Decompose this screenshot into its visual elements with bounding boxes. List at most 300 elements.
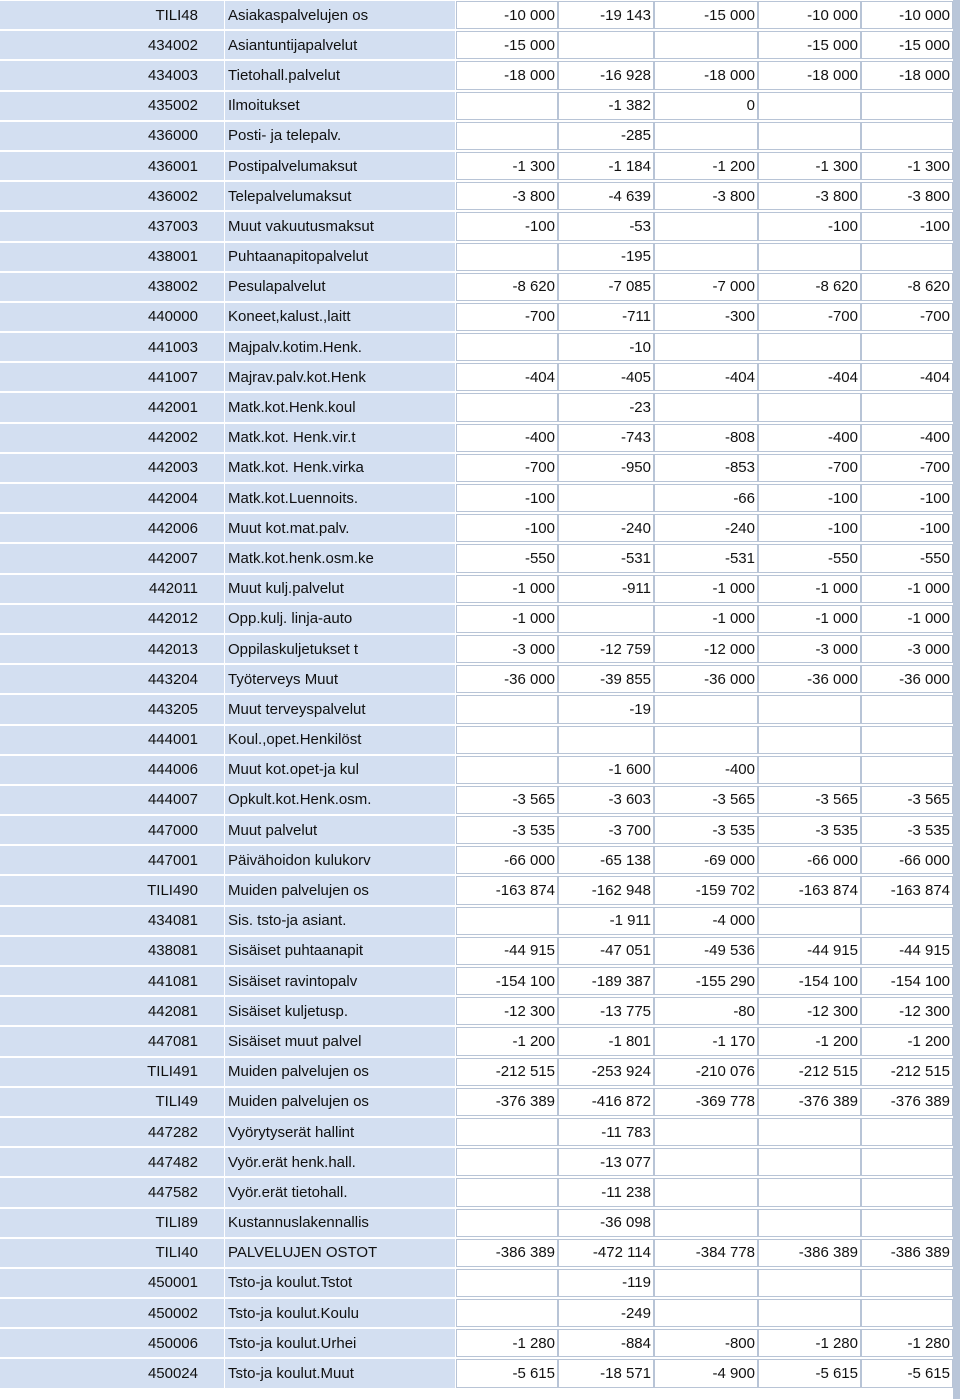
value-cell-col-1 [456, 122, 558, 150]
value-cell-col-1: -1 200 [456, 1027, 558, 1055]
account-code-cell: 444006 [0, 756, 224, 784]
table-row [0, 1268, 960, 1298]
account-name-cell: PALVELUJEN OSTOT [224, 1239, 455, 1267]
account-code-cell: 434081 [0, 907, 224, 935]
table-row [0, 634, 960, 664]
table-row [0, 60, 960, 90]
table-row [0, 1087, 960, 1117]
table-row [0, 996, 960, 1026]
value-cell-col-4: -1 200 [758, 1027, 861, 1055]
account-code-cell: 447081 [0, 1027, 224, 1055]
table-row [0, 30, 960, 60]
value-cell-col-5: -3 535 [861, 816, 953, 844]
value-cell-col-1 [456, 1118, 558, 1146]
value-cell-col-3: -4 000 [654, 907, 758, 935]
value-cell-col-2: -11 238 [558, 1178, 654, 1206]
value-cell-col-2: -13 077 [558, 1148, 654, 1176]
value-cell-col-5: -3 000 [861, 635, 953, 663]
account-code-cell: TILI49 [0, 1088, 224, 1116]
value-cell-col-4: -386 389 [758, 1239, 861, 1267]
value-cell-col-4: -163 874 [758, 876, 861, 904]
account-code-cell: 440000 [0, 303, 224, 331]
value-cell-col-5 [861, 1178, 953, 1206]
value-cell-col-2: -7 085 [558, 273, 654, 301]
value-cell-col-4: -3 800 [758, 182, 861, 210]
value-cell-col-1 [456, 1299, 558, 1327]
account-code-cell: 442007 [0, 544, 224, 572]
value-cell-col-3 [654, 1148, 758, 1176]
value-cell-col-3: 0 [654, 92, 758, 120]
value-cell-col-1 [456, 1178, 558, 1206]
value-cell-col-1: -15 000 [456, 31, 558, 59]
account-code-cell: 438002 [0, 273, 224, 301]
value-cell-col-5: -5 615 [861, 1359, 953, 1387]
table-row [0, 1147, 960, 1177]
account-code-cell: 443204 [0, 665, 224, 693]
value-cell-col-3: -18 000 [654, 61, 758, 89]
value-cell-col-1: -1 280 [456, 1329, 558, 1357]
account-name-cell: Opp.kulj. linja-auto [224, 605, 455, 633]
value-cell-col-4: -1 300 [758, 152, 861, 180]
value-cell-col-2: -53 [558, 212, 654, 240]
table-row [0, 725, 960, 755]
value-cell-col-2: -119 [558, 1269, 654, 1297]
value-cell-col-2: -1 382 [558, 92, 654, 120]
account-code-cell: TILI89 [0, 1209, 224, 1237]
table-row [0, 483, 960, 513]
account-name-cell: Työterveys Muut [224, 665, 455, 693]
value-cell-col-1: -10 000 [456, 1, 558, 29]
value-cell-col-2: -911 [558, 575, 654, 603]
account-code-cell: TILI40 [0, 1239, 224, 1267]
account-name-cell: Muiden palvelujen os [224, 876, 455, 904]
value-cell-col-3: -66 [654, 484, 758, 512]
table-row [0, 181, 960, 211]
value-cell-col-2: -1 801 [558, 1027, 654, 1055]
value-cell-col-1 [456, 1269, 558, 1297]
value-cell-col-2: -1 600 [558, 756, 654, 784]
table-row [0, 362, 960, 392]
value-cell-col-3 [654, 1118, 758, 1146]
value-cell-col-1: -212 515 [456, 1058, 558, 1086]
account-code-cell: 447000 [0, 816, 224, 844]
account-name-cell: Majpalv.kotim.Henk. [224, 333, 455, 361]
value-cell-col-4 [758, 756, 861, 784]
value-cell-col-1: -12 300 [456, 997, 558, 1025]
value-cell-col-2 [558, 726, 654, 754]
value-cell-col-4 [758, 393, 861, 421]
value-cell-col-2: -23 [558, 393, 654, 421]
value-cell-col-3: -531 [654, 544, 758, 572]
value-cell-col-2: -1 184 [558, 152, 654, 180]
value-cell-col-2: -12 759 [558, 635, 654, 663]
value-cell-col-1: -386 389 [456, 1239, 558, 1267]
value-cell-col-3: -808 [654, 424, 758, 452]
account-name-cell: Postipalvelumaksut [224, 152, 455, 180]
value-cell-col-5: -15 000 [861, 31, 953, 59]
value-cell-col-4 [758, 907, 861, 935]
value-cell-col-2: -285 [558, 122, 654, 150]
value-cell-col-5 [861, 695, 953, 723]
value-cell-col-4: -1 000 [758, 575, 861, 603]
account-code-cell: 434003 [0, 61, 224, 89]
account-name-cell: Koul.,opet.Henkilöst [224, 726, 455, 754]
table-row [0, 815, 960, 845]
value-cell-col-1: -100 [456, 484, 558, 512]
value-cell-col-5: -550 [861, 544, 953, 572]
value-cell-col-5: -44 915 [861, 937, 953, 965]
value-cell-col-4: -700 [758, 303, 861, 331]
account-name-cell: Tsto-ja koulut.Koulu [224, 1299, 455, 1327]
value-cell-col-1: -700 [456, 454, 558, 482]
value-cell-col-3 [654, 695, 758, 723]
value-cell-col-4: -3 565 [758, 786, 861, 814]
account-name-cell: Matk.kot.Luennoits. [224, 484, 455, 512]
value-cell-col-2: -195 [558, 243, 654, 271]
account-code-cell: 442003 [0, 454, 224, 482]
account-name-cell: Telepalvelumaksut [224, 182, 455, 210]
value-cell-col-5: -1 200 [861, 1027, 953, 1055]
table-row [0, 1057, 960, 1087]
value-cell-col-2: -18 571 [558, 1359, 654, 1387]
value-cell-col-4: -400 [758, 424, 861, 452]
value-cell-col-2: -65 138 [558, 846, 654, 874]
table-row [0, 1117, 960, 1147]
value-cell-col-3 [654, 333, 758, 361]
value-cell-col-5: -404 [861, 363, 953, 391]
value-cell-col-2: -19 [558, 695, 654, 723]
value-cell-col-5 [861, 1118, 953, 1146]
value-cell-col-3 [654, 1299, 758, 1327]
value-cell-col-5: -3 800 [861, 182, 953, 210]
value-cell-col-3: -7 000 [654, 273, 758, 301]
value-cell-col-4: -700 [758, 454, 861, 482]
value-cell-col-2: -743 [558, 424, 654, 452]
value-cell-col-3: -36 000 [654, 665, 758, 693]
table-row [0, 121, 960, 151]
account-name-cell: Muut terveyspalvelut [224, 695, 455, 723]
value-cell-col-5 [861, 122, 953, 150]
value-cell-col-1: -36 000 [456, 665, 558, 693]
value-cell-col-4: -66 000 [758, 846, 861, 874]
value-cell-col-4 [758, 1269, 861, 1297]
account-code-cell: 442002 [0, 424, 224, 452]
value-cell-col-3 [654, 1178, 758, 1206]
value-cell-col-2 [558, 484, 654, 512]
value-cell-col-1 [456, 756, 558, 784]
value-cell-col-5 [861, 333, 953, 361]
value-cell-col-5 [861, 1209, 953, 1237]
value-cell-col-1 [456, 393, 558, 421]
value-cell-col-1: -5 615 [456, 1359, 558, 1387]
account-name-cell: Pesulapalvelut [224, 273, 455, 301]
account-name-cell: Vyörytyserät hallint [224, 1118, 455, 1146]
table-row [0, 1026, 960, 1056]
value-cell-col-3 [654, 393, 758, 421]
value-cell-col-4: -18 000 [758, 61, 861, 89]
account-name-cell: Muut kulj.palvelut [224, 575, 455, 603]
value-cell-col-1: -1 000 [456, 605, 558, 633]
value-cell-col-3: -240 [654, 514, 758, 542]
value-cell-col-4: -550 [758, 544, 861, 572]
account-code-cell: 450002 [0, 1299, 224, 1327]
value-cell-col-2: -472 114 [558, 1239, 654, 1267]
value-cell-col-1: -3 565 [456, 786, 558, 814]
account-code-cell: 435002 [0, 92, 224, 120]
account-name-cell: Sisäiset ravintopalv [224, 967, 455, 995]
value-cell-col-2 [558, 605, 654, 633]
account-name-cell: Muiden palvelujen os [224, 1088, 455, 1116]
table-row [0, 785, 960, 815]
value-cell-col-1: -404 [456, 363, 558, 391]
value-cell-col-4 [758, 1148, 861, 1176]
value-cell-col-3 [654, 212, 758, 240]
account-code-cell: 442004 [0, 484, 224, 512]
account-name-cell: Tsto-ja koulut.Tstot [224, 1269, 455, 1297]
account-code-cell: 442006 [0, 514, 224, 542]
value-cell-col-4 [758, 1118, 861, 1146]
value-cell-col-4 [758, 122, 861, 150]
value-cell-col-5: -386 389 [861, 1239, 953, 1267]
account-name-cell: Matk.kot. Henk.vir.t [224, 424, 455, 452]
value-cell-col-1 [456, 333, 558, 361]
value-cell-col-3: -1 170 [654, 1027, 758, 1055]
value-cell-col-1 [456, 1209, 558, 1237]
account-name-cell: Vyör.erät tietohall. [224, 1178, 455, 1206]
value-cell-col-1: -700 [456, 303, 558, 331]
value-cell-col-2: -39 855 [558, 665, 654, 693]
value-cell-col-2: -240 [558, 514, 654, 542]
value-cell-col-3: -404 [654, 363, 758, 391]
table-row [0, 906, 960, 936]
value-cell-col-2: -711 [558, 303, 654, 331]
account-name-cell: Posti- ja telepalv. [224, 122, 455, 150]
value-cell-col-1 [456, 726, 558, 754]
value-cell-col-3: -159 702 [654, 876, 758, 904]
value-cell-col-5 [861, 756, 953, 784]
account-name-cell: Matk.kot. Henk.virka [224, 454, 455, 482]
value-cell-col-3: -80 [654, 997, 758, 1025]
account-name-cell: Puhtaanapitopalvelut [224, 243, 455, 271]
value-cell-col-4: -12 300 [758, 997, 861, 1025]
value-cell-col-4 [758, 695, 861, 723]
table-row [0, 966, 960, 996]
value-cell-col-2: -10 [558, 333, 654, 361]
value-cell-col-1 [456, 243, 558, 271]
table-row [0, 845, 960, 875]
value-cell-col-4: -404 [758, 363, 861, 391]
account-code-cell: 450006 [0, 1329, 224, 1357]
value-cell-col-1: -100 [456, 514, 558, 542]
value-cell-col-3: -800 [654, 1329, 758, 1357]
account-name-cell: Sisäiset muut palvel [224, 1027, 455, 1055]
value-cell-col-3: -15 000 [654, 1, 758, 29]
value-cell-col-1: -376 389 [456, 1088, 558, 1116]
account-code-cell: 437003 [0, 212, 224, 240]
account-name-cell: Majrav.palv.kot.Henk [224, 363, 455, 391]
value-cell-col-4: -1 000 [758, 605, 861, 633]
value-cell-col-2: -531 [558, 544, 654, 572]
value-cell-col-3: -12 000 [654, 635, 758, 663]
value-cell-col-2: -13 775 [558, 997, 654, 1025]
account-name-cell: Tsto-ja koulut.Muut [224, 1359, 455, 1387]
value-cell-col-5: -36 000 [861, 665, 953, 693]
value-cell-col-4 [758, 726, 861, 754]
table-row [0, 453, 960, 483]
value-cell-col-5: -100 [861, 514, 953, 542]
value-cell-col-3: -3 565 [654, 786, 758, 814]
value-cell-col-3: -853 [654, 454, 758, 482]
account-name-cell: Matk.kot.Henk.koul [224, 393, 455, 421]
value-cell-col-2: -884 [558, 1329, 654, 1357]
table-row [0, 423, 960, 453]
value-cell-col-3: -1 000 [654, 605, 758, 633]
value-cell-col-4: -3 535 [758, 816, 861, 844]
value-cell-col-3: -210 076 [654, 1058, 758, 1086]
value-cell-col-5 [861, 243, 953, 271]
value-cell-col-5: -700 [861, 303, 953, 331]
value-cell-col-4 [758, 1178, 861, 1206]
account-code-cell: 444007 [0, 786, 224, 814]
value-cell-col-1: -1 000 [456, 575, 558, 603]
value-cell-col-4 [758, 1209, 861, 1237]
value-cell-col-2: -162 948 [558, 876, 654, 904]
value-cell-col-5 [861, 1269, 953, 1297]
value-cell-col-3 [654, 122, 758, 150]
table-row [0, 664, 960, 694]
account-code-cell: 447482 [0, 1148, 224, 1176]
account-code-cell: 434002 [0, 31, 224, 59]
value-cell-col-3: -1 000 [654, 575, 758, 603]
value-cell-col-5 [861, 1148, 953, 1176]
account-name-cell: Opkult.kot.Henk.osm. [224, 786, 455, 814]
value-cell-col-1: -3 000 [456, 635, 558, 663]
table-row [0, 211, 960, 241]
value-cell-col-1: -3 535 [456, 816, 558, 844]
table-row [0, 91, 960, 121]
value-cell-col-5: -66 000 [861, 846, 953, 874]
value-cell-col-2: -11 783 [558, 1118, 654, 1146]
value-cell-col-1 [456, 92, 558, 120]
value-cell-col-4: -15 000 [758, 31, 861, 59]
account-code-cell: 442012 [0, 605, 224, 633]
account-code-cell: 442013 [0, 635, 224, 663]
account-code-cell: 441007 [0, 363, 224, 391]
account-code-cell: 438081 [0, 937, 224, 965]
value-cell-col-4 [758, 333, 861, 361]
account-name-cell: Sisäiset kuljetusp. [224, 997, 455, 1025]
value-cell-col-4: -44 915 [758, 937, 861, 965]
value-cell-col-3: -369 778 [654, 1088, 758, 1116]
value-cell-col-3: -69 000 [654, 846, 758, 874]
value-cell-col-4: -1 280 [758, 1329, 861, 1357]
table-row [0, 272, 960, 302]
value-cell-col-3: -49 536 [654, 937, 758, 965]
account-code-cell: 443205 [0, 695, 224, 723]
value-cell-col-3: -3 535 [654, 816, 758, 844]
table-row [0, 151, 960, 181]
table-row [0, 1208, 960, 1238]
account-code-cell: TILI490 [0, 876, 224, 904]
table-row [0, 1177, 960, 1207]
value-cell-col-5: -8 620 [861, 273, 953, 301]
value-cell-col-4 [758, 1299, 861, 1327]
account-code-cell: 450024 [0, 1359, 224, 1387]
value-cell-col-1: -8 620 [456, 273, 558, 301]
value-cell-col-4: -36 000 [758, 665, 861, 693]
account-code-cell: 441081 [0, 967, 224, 995]
value-cell-col-4: -376 389 [758, 1088, 861, 1116]
value-cell-col-4 [758, 243, 861, 271]
value-cell-col-2: -19 143 [558, 1, 654, 29]
value-cell-col-3 [654, 1209, 758, 1237]
value-cell-col-4: -3 000 [758, 635, 861, 663]
account-code-cell: 441003 [0, 333, 224, 361]
table-row [0, 694, 960, 724]
value-cell-col-5 [861, 92, 953, 120]
value-cell-col-3: -300 [654, 303, 758, 331]
account-name-cell: Ilmoitukset [224, 92, 455, 120]
value-cell-col-5 [861, 1299, 953, 1327]
table-row [0, 242, 960, 272]
value-cell-col-1 [456, 695, 558, 723]
value-cell-col-3 [654, 243, 758, 271]
value-cell-col-1: -400 [456, 424, 558, 452]
table-row [0, 875, 960, 905]
value-cell-col-2: -950 [558, 454, 654, 482]
account-code-cell: 447282 [0, 1118, 224, 1146]
table-row [0, 1358, 960, 1388]
value-cell-col-5: -100 [861, 484, 953, 512]
value-cell-col-2: -1 911 [558, 907, 654, 935]
table-row [0, 513, 960, 543]
account-code-cell: 442011 [0, 575, 224, 603]
value-cell-col-5 [861, 907, 953, 935]
account-name-cell: Tsto-ja koulut.Urhei [224, 1329, 455, 1357]
value-cell-col-4: -10 000 [758, 1, 861, 29]
table-row [0, 392, 960, 422]
value-cell-col-1: -550 [456, 544, 558, 572]
account-name-cell: Muut kot.mat.palv. [224, 514, 455, 542]
value-cell-col-5: -1 000 [861, 575, 953, 603]
value-cell-col-4: -100 [758, 484, 861, 512]
value-cell-col-5: -163 874 [861, 876, 953, 904]
table-row [0, 302, 960, 332]
value-cell-col-5 [861, 393, 953, 421]
value-cell-col-5: -212 515 [861, 1058, 953, 1086]
account-code-cell: 447001 [0, 846, 224, 874]
table-row [0, 1328, 960, 1358]
value-cell-col-1: -100 [456, 212, 558, 240]
value-cell-col-1 [456, 907, 558, 935]
value-cell-col-5: -100 [861, 212, 953, 240]
account-name-cell: Muut vakuutusmaksut [224, 212, 455, 240]
value-cell-col-5: -376 389 [861, 1088, 953, 1116]
table-row [0, 543, 960, 573]
account-name-cell: Oppilaskuljetukset t [224, 635, 455, 663]
value-cell-col-3: -400 [654, 756, 758, 784]
value-cell-col-5: -154 100 [861, 967, 953, 995]
account-code-cell: 436001 [0, 152, 224, 180]
account-name-cell: Matk.kot.henk.osm.ke [224, 544, 455, 572]
value-cell-col-1: -3 800 [456, 182, 558, 210]
value-cell-col-2: -405 [558, 363, 654, 391]
value-cell-col-2: -253 924 [558, 1058, 654, 1086]
value-cell-col-2: -249 [558, 1299, 654, 1327]
value-cell-col-2: -36 098 [558, 1209, 654, 1237]
account-code-cell: 442001 [0, 393, 224, 421]
value-cell-col-5: -700 [861, 454, 953, 482]
